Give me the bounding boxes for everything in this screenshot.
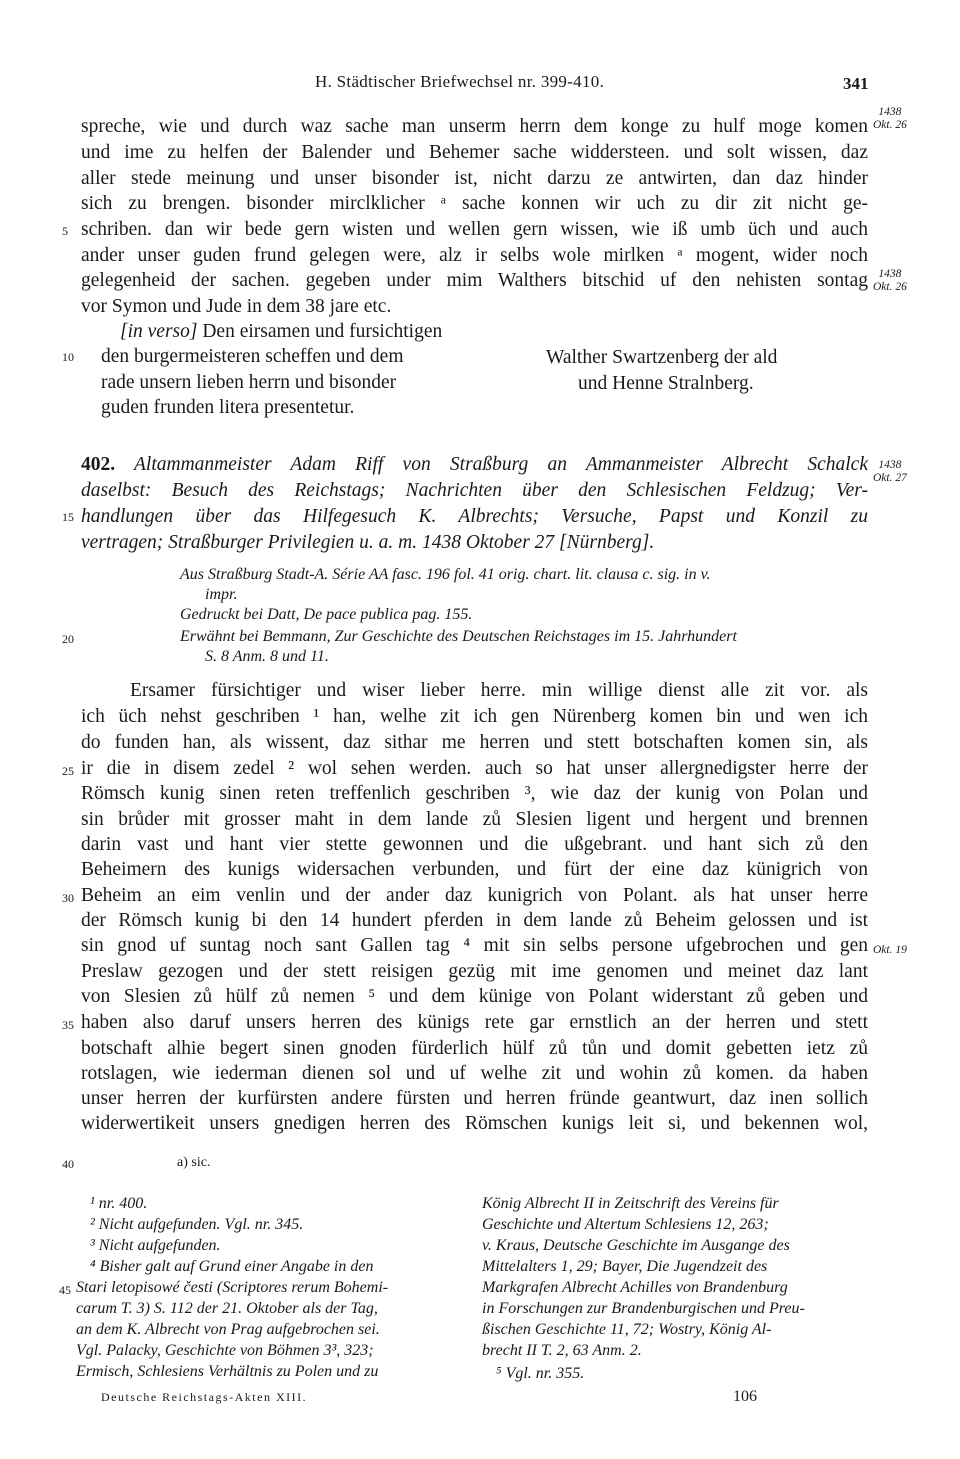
text-line: der Römsch kunig bi den 14 hundert pferden in dem lande zů Beheim gelossen und ist: [81, 910, 868, 931]
line-number: 15: [62, 510, 74, 524]
source-line: impr.: [205, 586, 238, 603]
text-line: ir die in disem zedel ² wol sehen werden. auch so hat unser allergnedigster herre der: [81, 758, 868, 779]
footnote-line: ⁴ Bisher galt auf Grund einer Angabe in den: [90, 1258, 374, 1275]
margin-date: 1438 Okt. 27: [873, 459, 907, 484]
text-line: haben also daruf unsers herren des künigs rete gar ernstlich an der herren und stett: [81, 1012, 868, 1033]
footnote-line: Markgrafen Albrecht Achilles von Brandenburg: [482, 1279, 788, 1296]
line-number: 35: [62, 1018, 74, 1032]
text-line: unser herren der kurfürsten andere fürsten und herren fründe geantwurt, daz inen sollich: [81, 1088, 868, 1109]
text-line: von Slesien zů hülf zů nemen ⁵ und dem künige von Polant widerstant zů geben und: [81, 986, 868, 1007]
text-line: ander unser guden frund gelegen were, alz ir selbs wole mirlken ᵃ mogent, wider noch: [81, 245, 868, 266]
text-line: sich zu brengen. bisonder mirclklicher ᵃ sache konnen wir uch zu dir zit nicht ge-: [81, 193, 868, 214]
running-title: H. Städtischer Briefwechsel nr. 399-410.: [315, 72, 605, 91]
text-line: und ime zu helfen der Balender und Behemer sache widdersteen. und solt wissen, daz: [81, 142, 868, 163]
line-number: 10: [62, 350, 74, 364]
footnote-line: ßischen Geschichte 11, 72; Wostry, König Al-: [482, 1321, 772, 1338]
margin-date: 1438 Okt. 26: [873, 268, 907, 293]
source-line: Erwähnt bei Bemmann, Zur Geschichte des Deutschen Reichstages im 15. Jahrhundert: [180, 628, 737, 645]
footnote-line: Geschichte und Altertum Schlesiens 12, 263;: [482, 1216, 769, 1233]
doc-title-line: 402. Altammanmeister Adam Riff von Straßburg an Ammanmeister Albrecht Schalck: [81, 454, 868, 475]
text-line: ich üch nehst geschriben ¹ han, welhe zit ich gen Nürenberg komen bin und wen ich: [81, 706, 868, 727]
doc-title-line: handlungen über das Hilfegesuch K. Albrechts; Versuche, Papst und Konzil zu: [81, 506, 868, 527]
footnote-line: v. Kraus, Deutsche Geschichte im Ausgange des: [482, 1237, 790, 1254]
series-footer: Deutsche Reichstags-Akten XIII.: [101, 1390, 308, 1404]
line-number: 25: [62, 764, 74, 778]
footnote-line: ⁵ Vgl. nr. 355.: [496, 1365, 585, 1382]
text-line: Römsch kunig sinen reten treffenlich geschriben ³, wie daz der kunig von Polan und: [81, 783, 868, 804]
footnote-line: brecht II T. 2, 63 Anm. 2.: [482, 1342, 642, 1359]
line-number: 20: [62, 632, 74, 646]
text-line: vor Symon und Jude in dem 38 jare etc.: [81, 296, 392, 317]
signature-line: Walther Swartzenberg der ald: [546, 347, 778, 368]
signature-line: und Henne Stralnberg.: [578, 373, 754, 394]
text-line: do funden han, als wissent, daz sithar me herren und stett botschaften komen sin, als: [81, 732, 868, 753]
source-line: Aus Straßburg Stadt-A. Série AA fasc. 196 fol. 41 orig. chart. lit. clausa c. sig. in v.: [180, 566, 711, 583]
footnote-line: ¹ nr. 400.: [90, 1195, 148, 1212]
line-number: 40: [62, 1157, 74, 1171]
text-line: rotslagen, wie iederman dienen sol und uf welhe zit und wohin zů komen. da haben: [81, 1063, 868, 1084]
source-line: S. 8 Anm. 8 und 11.: [205, 648, 329, 665]
address-line: rade unsern lieben herrn und bisonder: [101, 372, 397, 393]
text-line: gelegenheid der sachen. gegeben under mim Walthers bitschid uf den nehisten sontag: [81, 270, 868, 291]
footnote-line: ² Nicht aufgefunden. Vgl. nr. 345.: [90, 1216, 304, 1233]
sheet-number: 106: [733, 1388, 757, 1405]
text-line: aller stede meinung und unser bisonder ist, nicht darzu ze antwirten, dan daz hinder: [81, 168, 868, 189]
line-number: 45: [59, 1283, 71, 1297]
footnote-line: an dem K. Albrecht von Prag aufgebrochen sei.: [76, 1321, 380, 1338]
text-line: schriben. dan wir bede gern wisten und wellen gern wissen, wie iß umb üch und auch: [81, 219, 868, 240]
footnote-line: Stari letopisowé česti (Scriptores rerum Bohemi-: [76, 1279, 389, 1296]
address-line: guden frunden litera presentetur.: [101, 397, 355, 418]
doc-title-line: vertragen; Straßburger Privilegien u. a. m. 1438 Oktober 27 [Nürnberg].: [81, 532, 655, 553]
text-line: Ersamer fürsichtiger und wiser lieber herre. min willige dienst alle zit vor. als: [130, 680, 868, 701]
text-line: Preslaw gezogen und der stett reisigen gezüg mit ime genomen und meinet daz lant: [81, 961, 868, 982]
line-number: 30: [62, 891, 74, 905]
doc-title-line: daselbst: Besuch des Reichstags; Nachrichten über den Schlesischen Feldzug; Ver-: [81, 480, 868, 501]
footnote-line: Ermisch, Schlesiens Verhältnis zu Polen und zu: [76, 1363, 379, 1380]
footnote-line: Vgl. Palacky, Geschichte von Böhmen 3³, 323;: [76, 1342, 374, 1359]
text-line: widerwertikeit unsers gnedigen herren des Römschen kunigs leit si, und bekennen wol,: [81, 1113, 868, 1134]
footnote-line: carum T. 3) S. 112 der 21. Oktober als der Tag,: [76, 1300, 378, 1317]
footnote-line: ³ Nicht aufgefunden.: [90, 1237, 221, 1254]
footnote-line: König Albrecht II in Zeitschrift des Vereins für: [482, 1195, 779, 1212]
apparatus-note: a) sic.: [177, 1155, 211, 1170]
address-line: den burgermeisteren scheffen und dem: [101, 346, 404, 367]
footnote-line: Mittelalters 1, 29; Bayer, Die Jugendzeit des: [482, 1258, 768, 1275]
source-line: Gedruckt bei Datt, De pace publica pag. 155.: [180, 606, 473, 623]
page-number: 341: [843, 74, 869, 93]
line-number: 5: [62, 224, 68, 238]
doc-number: 402.: [81, 454, 116, 475]
text-line: sin brůder mit grosser maht in dem lande zů Slesien ligent und hergent und brennen: [81, 809, 868, 830]
text-line: darin vast und hant vier stette gewonnen und die ußgebrant. und hant sich zů den: [81, 834, 868, 855]
text-line: Beheim an eim venlin und der ander daz kunigrich von Polant. als hat unser herre: [81, 885, 868, 906]
address-line: [in verso] Den eirsamen und fursichtigen: [120, 321, 443, 342]
text-line: spreche, wie und durch waz sache man unserm herrn dem konge zu hulf moge komen: [81, 116, 868, 137]
text-line: botschaft alhie begert sinen gnoden fürderlich hülf zů tůn und domit gebetten ietz zů: [81, 1038, 868, 1059]
margin-date: 1438 Okt. 26: [873, 106, 907, 131]
text-line: Beheimern des kunigs widersachen verbunden, und fürt der eine daz künigrich von: [81, 859, 868, 880]
text-line: sin gnod uf suntag noch sant Gallen tag ⁴ mit sin selbs persone ufgebrochen und gen: [81, 935, 868, 956]
footnote-line: in Forschungen zur Brandenburgischen und Preu-: [482, 1300, 805, 1317]
margin-date: Okt. 19: [873, 944, 907, 956]
